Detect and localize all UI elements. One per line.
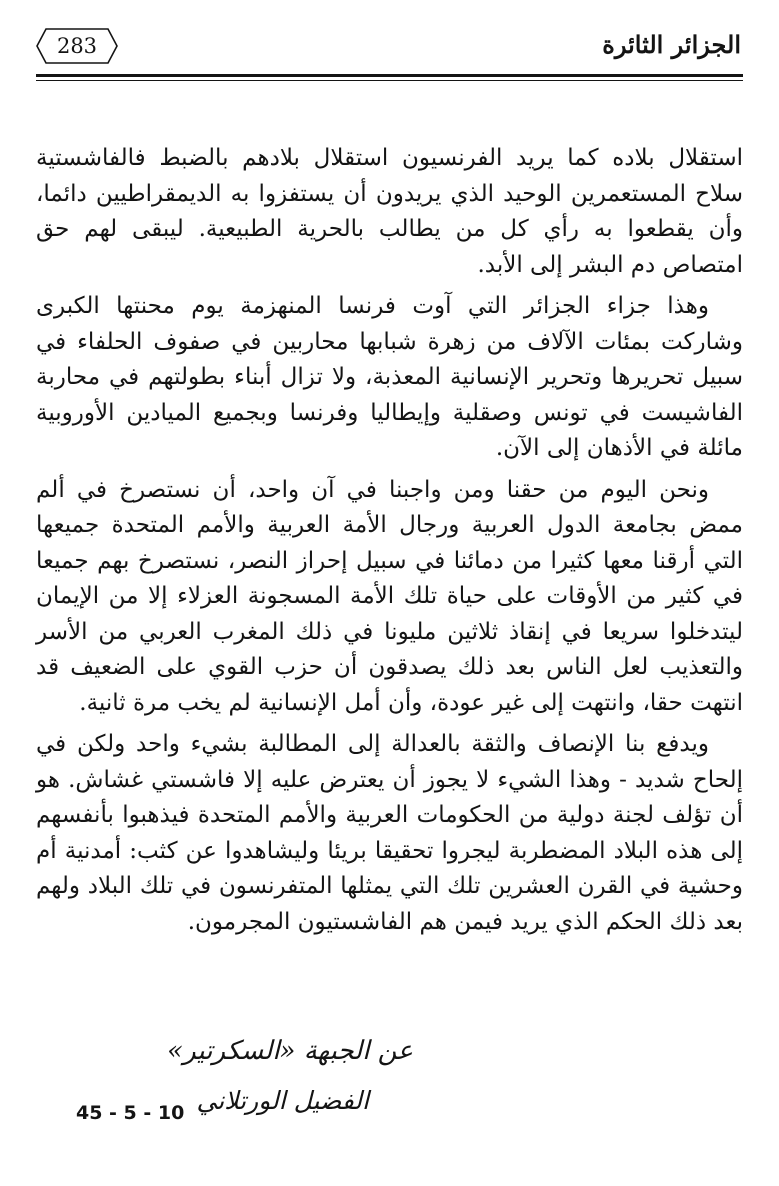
signature-affiliation: عن الجبهة «السكرتير» xyxy=(167,1036,413,1066)
body-text xyxy=(36,141,743,946)
signature-date: 45 - 5 - 10 xyxy=(76,1102,185,1124)
running-title: الجزائر الثائرة xyxy=(602,30,741,59)
signature-name: الفضيل الورتلاني xyxy=(196,1086,369,1115)
paragraph-2: وهذا جزاء الجزائر التي آوت فرنسا المنهزمة يوم محنتها الكبرى وشاركت بمئات الآلاف من زهرة شبابها محاربين في صفوف الحلفاء في سبيل تحريرها وتحرير الإنسانية المعذبة، ولا تزال أبناء بطولتهم في محاربة الفاشيست في تونس وصقلية وإيطاليا وفرنسا وبجميع الميادين الأوروبية مائلة في الأذهان إلى الآن. xyxy=(36,293,743,461)
page-number: 283 xyxy=(56,34,98,58)
paragraph-1: استقلال بلاده كما يريد الفرنسيون استقلال بلادهم بالضبط فالفاشستية سلاح المستعمرين الوحيد الذي يريدون أن يستفزوا به الديمقراطيين دائما، وأن يقطعوا به رأي كل من يطالب بالحرية الطبيعية. ليبقى لهم حق امتصاص دم البشر إلى الأبد. xyxy=(36,145,743,278)
header-rule-thin xyxy=(36,80,743,81)
page-number-box xyxy=(36,28,118,64)
header-rule-thick xyxy=(36,74,743,77)
paragraph-3: ونحن اليوم من حقنا ومن واجبنا في آن واحد، أن نستصرخ في ألم ممض بجامعة الدول العربية ورجال الأمة العربية والأمم المتحدة جميعها التي أرقنا معها كثيرا من دمائنا في سبيل إحراز النصر، نستصرخ بهم جميعا في كثير من الأوقات على حياة تلك الأمة المسجونة العزلاء إلا من الإيمان ليتدخلوا سريعا في إنقاذ ثلاثين مليونا في ذلك المغرب العربي من الأسر والتعذيب لعل الناس بعد ذلك يصدقون أن حزب القوي على الضعيف قد انتهت حقا، وانتهت إلى غير عودة، وأن أمل الإنسانية لم يخب مرة ثانية. xyxy=(36,476,743,716)
page-header xyxy=(36,18,743,72)
paragraph-4: ويدفع بنا الإنصاف والثقة بالعدالة إلى المطالبة بشيء واحد ولكن في إلحاح شديد - وهذا الشيء لا يجوز أن يعترض عليه إلا فاشستي غشاش. هو أن تؤلف لجنة دولية من الحكومات العربية والأمم المتحدة فيذهبوا بأنفسهم إلى هذه البلاد المضطربة ليجروا تحقيقا بريئا وليشاهدوا عن كثب: أمدنية أم وحشية في القرن العشرين تلك التي يمثلها المتفرنسون في تلك البلاد ولهم بعد ذلك الحكم الذي يريد فيمن هم الفاشستيون المجرمون. xyxy=(36,731,743,935)
